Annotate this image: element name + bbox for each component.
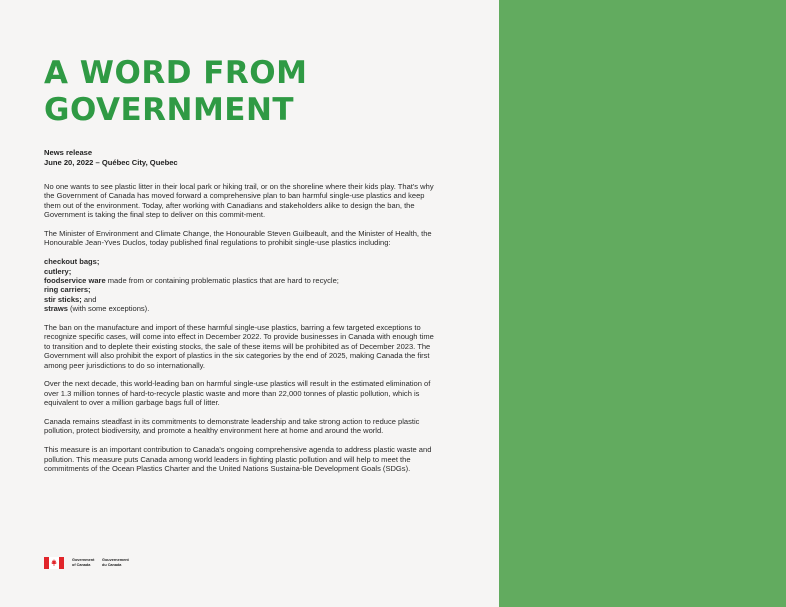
list-item: cutlery; <box>44 266 72 276</box>
list-item: straws (with some exceptions). <box>44 304 150 314</box>
title-line-1: A WORD FROM <box>44 55 308 91</box>
title-line-2: GOVERNMENT <box>44 92 295 128</box>
page-title <box>44 55 484 129</box>
list-item: stir sticks; and <box>44 294 97 304</box>
paragraph-1: No one wants to see plastic litter in their local park or hiking trail, or on the shoreline where their kids play. That's why the Government of Canada has moved forward a comprehensive plan to ban harmful single-use plastics and keep them out of the environment. Today, after working with Canadians and stakeholders alike to design the ban, the Government is taking the final step to deliver on this commit-ment. <box>44 182 434 220</box>
dateline: June 20, 2022 – Québec City, Quebec <box>44 158 178 167</box>
banned-items-list <box>44 257 436 313</box>
release-meta <box>44 148 444 168</box>
list-item: foodservice ware made from or containing problematic plastics that are hard to recycle; <box>44 276 339 286</box>
paragraph-3: The ban on the manufacture and import of these harmful single-use plastics, barring a few targeted exceptions to recognize specific cases, will come into effect in December 2022. To provide businesses in Canada with enough time to transition and to deplete their existing stocks, the sale of these items will be prohibited as of December 2023. The Government will also prohibit the export of plastics in the six categories by the end of 2025, making Canada the first among peer jurisdictions to do so internationally. <box>44 323 434 370</box>
paragraph-4: Over the next decade, this world-leading ban on harmful single-use plastics will result in the estimated elimination of over 1.3 million tonnes of hard-to-recycle plastic waste and more than 22,000 tonnes of plastic pollution, which is equivalent to over a million garbage bags full of litter. <box>44 379 431 408</box>
paragraph-6: This measure is an important contribution to Canada's ongoing comprehensive agenda to address plastic waste and pollution. This measure puts Canada among world leaders in fighting plastic pollution and will help to meet the commitments of the Ocean Plastics Charter and the United Nations Sustaina-ble Development Goals (SDGs). <box>44 445 432 474</box>
wordmark-french: Gouvernement du Canada <box>102 558 129 567</box>
government-of-canada-logo <box>44 556 128 570</box>
canada-flag-icon <box>44 557 64 569</box>
list-item: checkout bags; <box>44 257 100 267</box>
list-item: ring carriers; <box>44 285 91 295</box>
paragraph-2: The Minister of Environment and Climate Change, the Honourable Steven Guilbeault, and the Minister of Health, the Honourable Jean-Yves Duclos, today published final regulations to prohibit single-use plastics including: <box>44 229 432 248</box>
paragraph-5: Canada remains steadfast in its commitments to demonstrate leadership and take strong action to reduce plastic pollution, protect biodiversity, and promote a healthy environment here at home and around the world. <box>44 417 420 436</box>
article-body <box>44 182 436 483</box>
wordmark-english: Government of Canada <box>72 558 95 567</box>
news-release-label: News release <box>44 148 93 157</box>
green-side-panel <box>499 0 786 607</box>
